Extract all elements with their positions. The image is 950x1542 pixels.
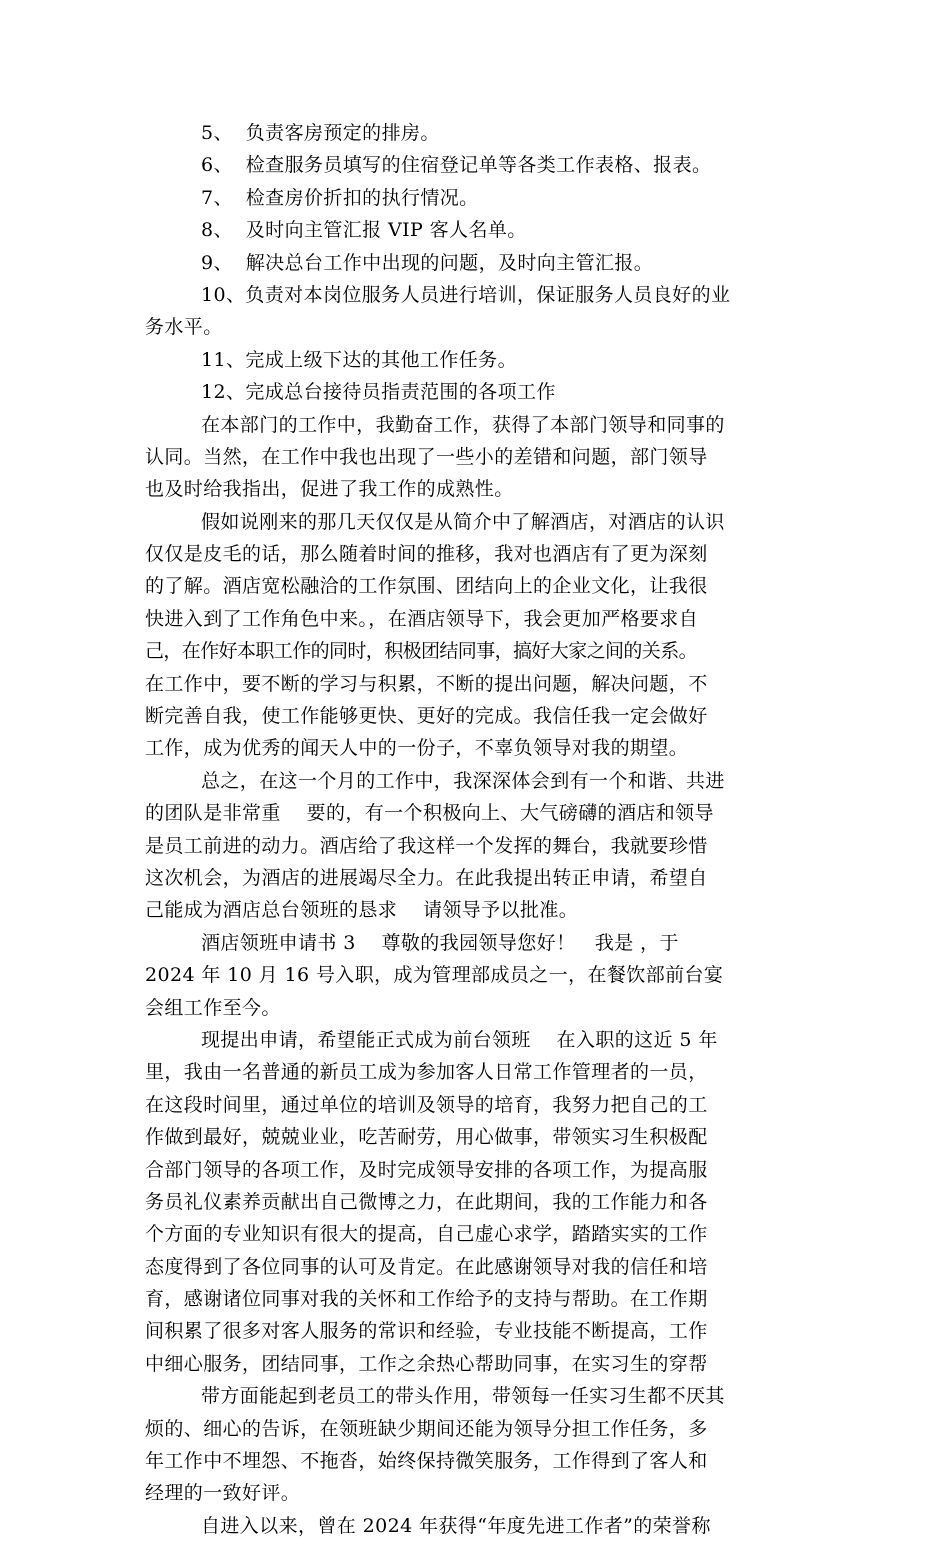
text-line: 里，我由一名普通的新员工成为参加客人日常工作管理者的一员， [145, 1061, 708, 1084]
text-line: 年工作中不埋怨、不拖沓，始终保持微笑服务，工作得到了客人和 [145, 1450, 708, 1473]
text-line: 这次机会，为酒店的进展竭尽全力。在此我提出转正申请，希望自 [145, 866, 708, 889]
text-line: 自进入以来，曾在 2024 年获得“年度先进工作者”的荣誉称 [201, 1514, 711, 1537]
text-line: 仅仅是皮毛的话，那么随着时间的推移，我对也酒店有了更为深刻 [145, 543, 708, 566]
text-line: 在本部门的工作中，我勤奋工作，获得了本部门领导和同事的 [201, 413, 725, 436]
text-line: 作做到最好，兢兢业业，吃苦耐劳，用心做事，带领实习生积极配 [145, 1126, 708, 1149]
text-line: 5、 负责客房预定的排房。 [201, 122, 440, 144]
text-line: 在工作中，要不断的学习与积累，不断的提出问题，解决问题，不 [145, 672, 708, 695]
text-line: 工作，成为优秀的闻天人中的一份子，不辜负领导对我的期望。 [145, 737, 689, 760]
text-line: 2024 年 10 月 16 号入职，成为管理部成员之一，在餐饮部前台宴 [145, 964, 724, 987]
text-line: 态度得到了各位同事的认可及肯定。在此感谢领导对我的信任和培 [145, 1255, 708, 1278]
text-line: 合部门领导的各项工作，及时完成领导安排的各项工作，为提高服 [145, 1158, 708, 1181]
text-line: 育，感谢诸位同事对我的关怀和工作给予的支持与帮助。在工作期 [145, 1288, 708, 1311]
text-line: 是员工前进的动力。酒店给了我这样一个发挥的舞台，我就要珍惜 [145, 834, 708, 857]
text-line: 假如说刚来的那几天仅仅是从简介中了解酒店，对酒店的认识 [201, 510, 725, 533]
text-line: 己，在作好本职工作的同时，积极团结同事，搞好大家之间的关系。 [145, 640, 698, 663]
text-line: 会组工作至今。 [145, 996, 281, 1019]
text-line: 断完善自我，使工作能够更快、更好的完成。我信任我一定会做好 [145, 705, 708, 728]
text-line: 认同。当然，在工作中我也出现了一些小的差错和问题，部门领导 [145, 445, 708, 468]
text-line: 己能成为酒店总台领班的恳求 请领导予以批准。 [145, 899, 579, 922]
text-line: 酒店领班申请书 3 尊敬的我园领导您好！ 我是 ，于 [201, 931, 679, 954]
text-line: 现提出申请，希望能正式成为前台领班 在入职的这近 5 年 [201, 1028, 718, 1051]
text-line: 中细心服务，团结同事，工作之余热心帮助同事，在实习生的穿帮 [145, 1352, 708, 1375]
text-line: 在这段时间里，通过单位的培训及领导的培育，我努力把自己的工 [145, 1093, 708, 1116]
text-line: 11、完成上级下达的其他工作任务。 [201, 348, 517, 371]
text-line: 的了解。酒店宽松融洽的工作氛围、团结向上的企业文化，让我很 [145, 575, 708, 598]
text-line: 9、 解决总台工作中出现的问题，及时向主管汇报。 [201, 251, 654, 274]
text-line: 6、 检查服务员填写的住宿登记单等各类工作表格、报表。 [201, 154, 712, 177]
document-body [145, 117, 827, 1542]
text-line: 烦的、细心的告诉，在领班缺少期间还能为领导分担工作任务，多 [145, 1417, 708, 1440]
text-line: 7、 检查房价折扣的执行情况。 [201, 186, 479, 209]
text-line: 个方面的专业知识有很大的提高，自己虚心求学，踏踏实实的工作 [145, 1223, 708, 1246]
text-line: 的团队是非常重 要的，有一个积极向上、大气磅礴的酒店和领导 [145, 802, 714, 825]
text-line: 间积累了很多对客人服务的常识和经验，专业技能不断提高，工作 [145, 1320, 708, 1343]
text-line: 12、完成总台接待员指责范围的各项工作 [201, 381, 556, 404]
text-line: 务员礼仪素养贡献出自己微博之力，在此期间，我的工作能力和各 [145, 1190, 708, 1213]
text-line: 带方面能起到老员工的带头作用，带领每一任实习生都不厌其 [201, 1385, 725, 1408]
text-line: 也及时给我指出，促进了我工作的成熟性。 [145, 478, 514, 501]
text-line: 务水平。 [145, 316, 223, 339]
text-line: 8、 及时向主管汇报 VIP 客人名单。 [201, 219, 527, 242]
text-line: 经理的一致好评。 [145, 1482, 301, 1505]
text-line: 10、负责对本岗位服务人员进行培训，保证服务人员良好的业 [201, 283, 731, 306]
text-line: 总之，在这一个月的工作中，我深深体会到有一个和谐、共进 [201, 769, 725, 792]
text-line: 快进入到了工作角色中来。，在酒店领导下，我会更加严格要求自 [145, 607, 699, 630]
